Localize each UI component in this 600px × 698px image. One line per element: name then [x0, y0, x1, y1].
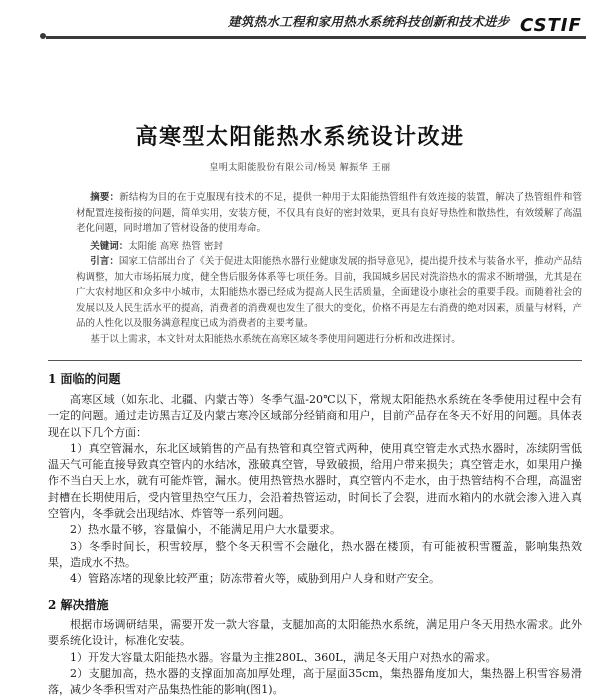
keywords-line [76, 239, 582, 255]
section1-item-3: 3）冬季时间长，积雪较厚，整个冬天积雪不会融化，热水器在楼顶，有可能被积雪覆盖，影响集热效果，造成水不热。 [48, 539, 582, 569]
article-title: 高寒型太阳能热水系统设计改进 [135, 124, 465, 150]
section1-heading: 1 面临的问题 [48, 372, 121, 386]
abstract-paragraph [76, 190, 582, 237]
journal-logo [512, 13, 582, 37]
keywords-text: 太阳能 高寒 热管 密封 [128, 240, 223, 252]
section2-paragraph: 根据市场调研结果，需要开发一款大容量，支腿加高的太阳能热水系统，满足用户冬天用热水需求。此外要系统化设计，标准化安装。 [48, 618, 582, 648]
journal-header-title: 建筑热水工程和家用热水系统科技创新和技术进步 [228, 14, 510, 29]
abstract-closing: 基于以上需求，本文针对太阳能热水系统在高寒区域冬季使用问题进行分析和改进探讨。 [90, 333, 461, 345]
section2-heading: 2 解决措施 [48, 598, 109, 612]
section1-paragraph: 高寒区域（如东北、北疆、内蒙古等）冬季气温-20℃以下，常规太阳能热水系统在冬季使用过程中会有一定的问题。通过走访黑吉辽及内蒙古寒冷区域部分经销商和用户，目前产品存在冬天不好用的问题。具体表现在以下几个方面： [48, 393, 582, 439]
section-divider [48, 360, 582, 361]
section2-item-2: 2）支腿加高，热水器的支撑面加高加厚处理，高于屋面35cm，集热器角度加大，集热器上积雪容易滑落，减少冬季积雪对产品集热性能的影响(图1)。 [48, 666, 582, 697]
abstract-text: 新结构为目的在于克服现有技术的不足，提供一种用于太阳能热管组件有效连接的装置，解决了热管组件和管材配置连接衔接的问题，简单实用，安装方便，不仅具有良好的密封效果，更具有良好导热性和散热性，有效缓解了高温老化问题，同时增加了管材设备的使用寿命。 [76, 192, 582, 234]
keywords-label: 关键词： [90, 240, 129, 252]
section1-body [48, 392, 582, 588]
section1-item-4: 4）管路冻堵的现象比较严重；防冻带着火等，威胁到用户人身和财产安全。 [70, 572, 440, 586]
abstract-label: 摘要： [90, 192, 120, 203]
preface-paragraph [76, 254, 582, 332]
article-authors: 皇明太阳能股份有限公司/杨昊 解振华 王丽 [209, 163, 391, 173]
section1-item-1: 1）真空管漏水，东北区域销售的产品有热管和真空管式两种，使用真空管走水式热水器时，冻续阴雪低温天气可能直接导致真空管内的水结冰，涨破真空管，导致破损，给用户带来损失；真空管走水，如果用户操作不当白天上水，就有可能炸管，漏水。使用热管热水器时，真空管内不走水，由于热管结构不合理，高温密封槽在长期使用后，受内管里热空气压力，会沿着热管运动，时间长了会裂，进而水箱内的水就会渗入进入真空管内，冬季就会出现结冰、炸管等一系列问题。 [48, 441, 582, 521]
preface-text: 国家工信部出台了《关于促进太阳能热水器行业健康发展的指导意见》，提出提升技术与装备水平，推动产品结构调整，加大市场拓展力度，健全售后服务体系等七项任务。目前，我国城乡居民对洗浴热水的需求不断增强，尤其是在广大农村地区和众多中小城市，太阳能热水器已经成为提高人民生活质量，全面建设小康社会的重要手段。而随着社会的发展以及人民生活水平的提高，消费者的消费观也发生了很大的变化，价格不再是左右消费的绝对因素，质量与材料，产品的人性化以及服务满意程度已成为消费者的主要考量。 [76, 256, 582, 329]
section2-item-1: 1）开发大容量太阳能热水器。容量为主推280L、360L，满足冬天用户对热水的需求。 [70, 650, 497, 664]
section1-item-2: 2）热水量不够，容量偏小，不能满足用户大水量要求。 [70, 523, 341, 537]
header-rule [46, 36, 586, 39]
logo-text: CSTIF [520, 15, 582, 36]
abstract-block [76, 190, 582, 347]
preface-label: 引言： [90, 256, 119, 267]
section2-body [48, 617, 582, 698]
